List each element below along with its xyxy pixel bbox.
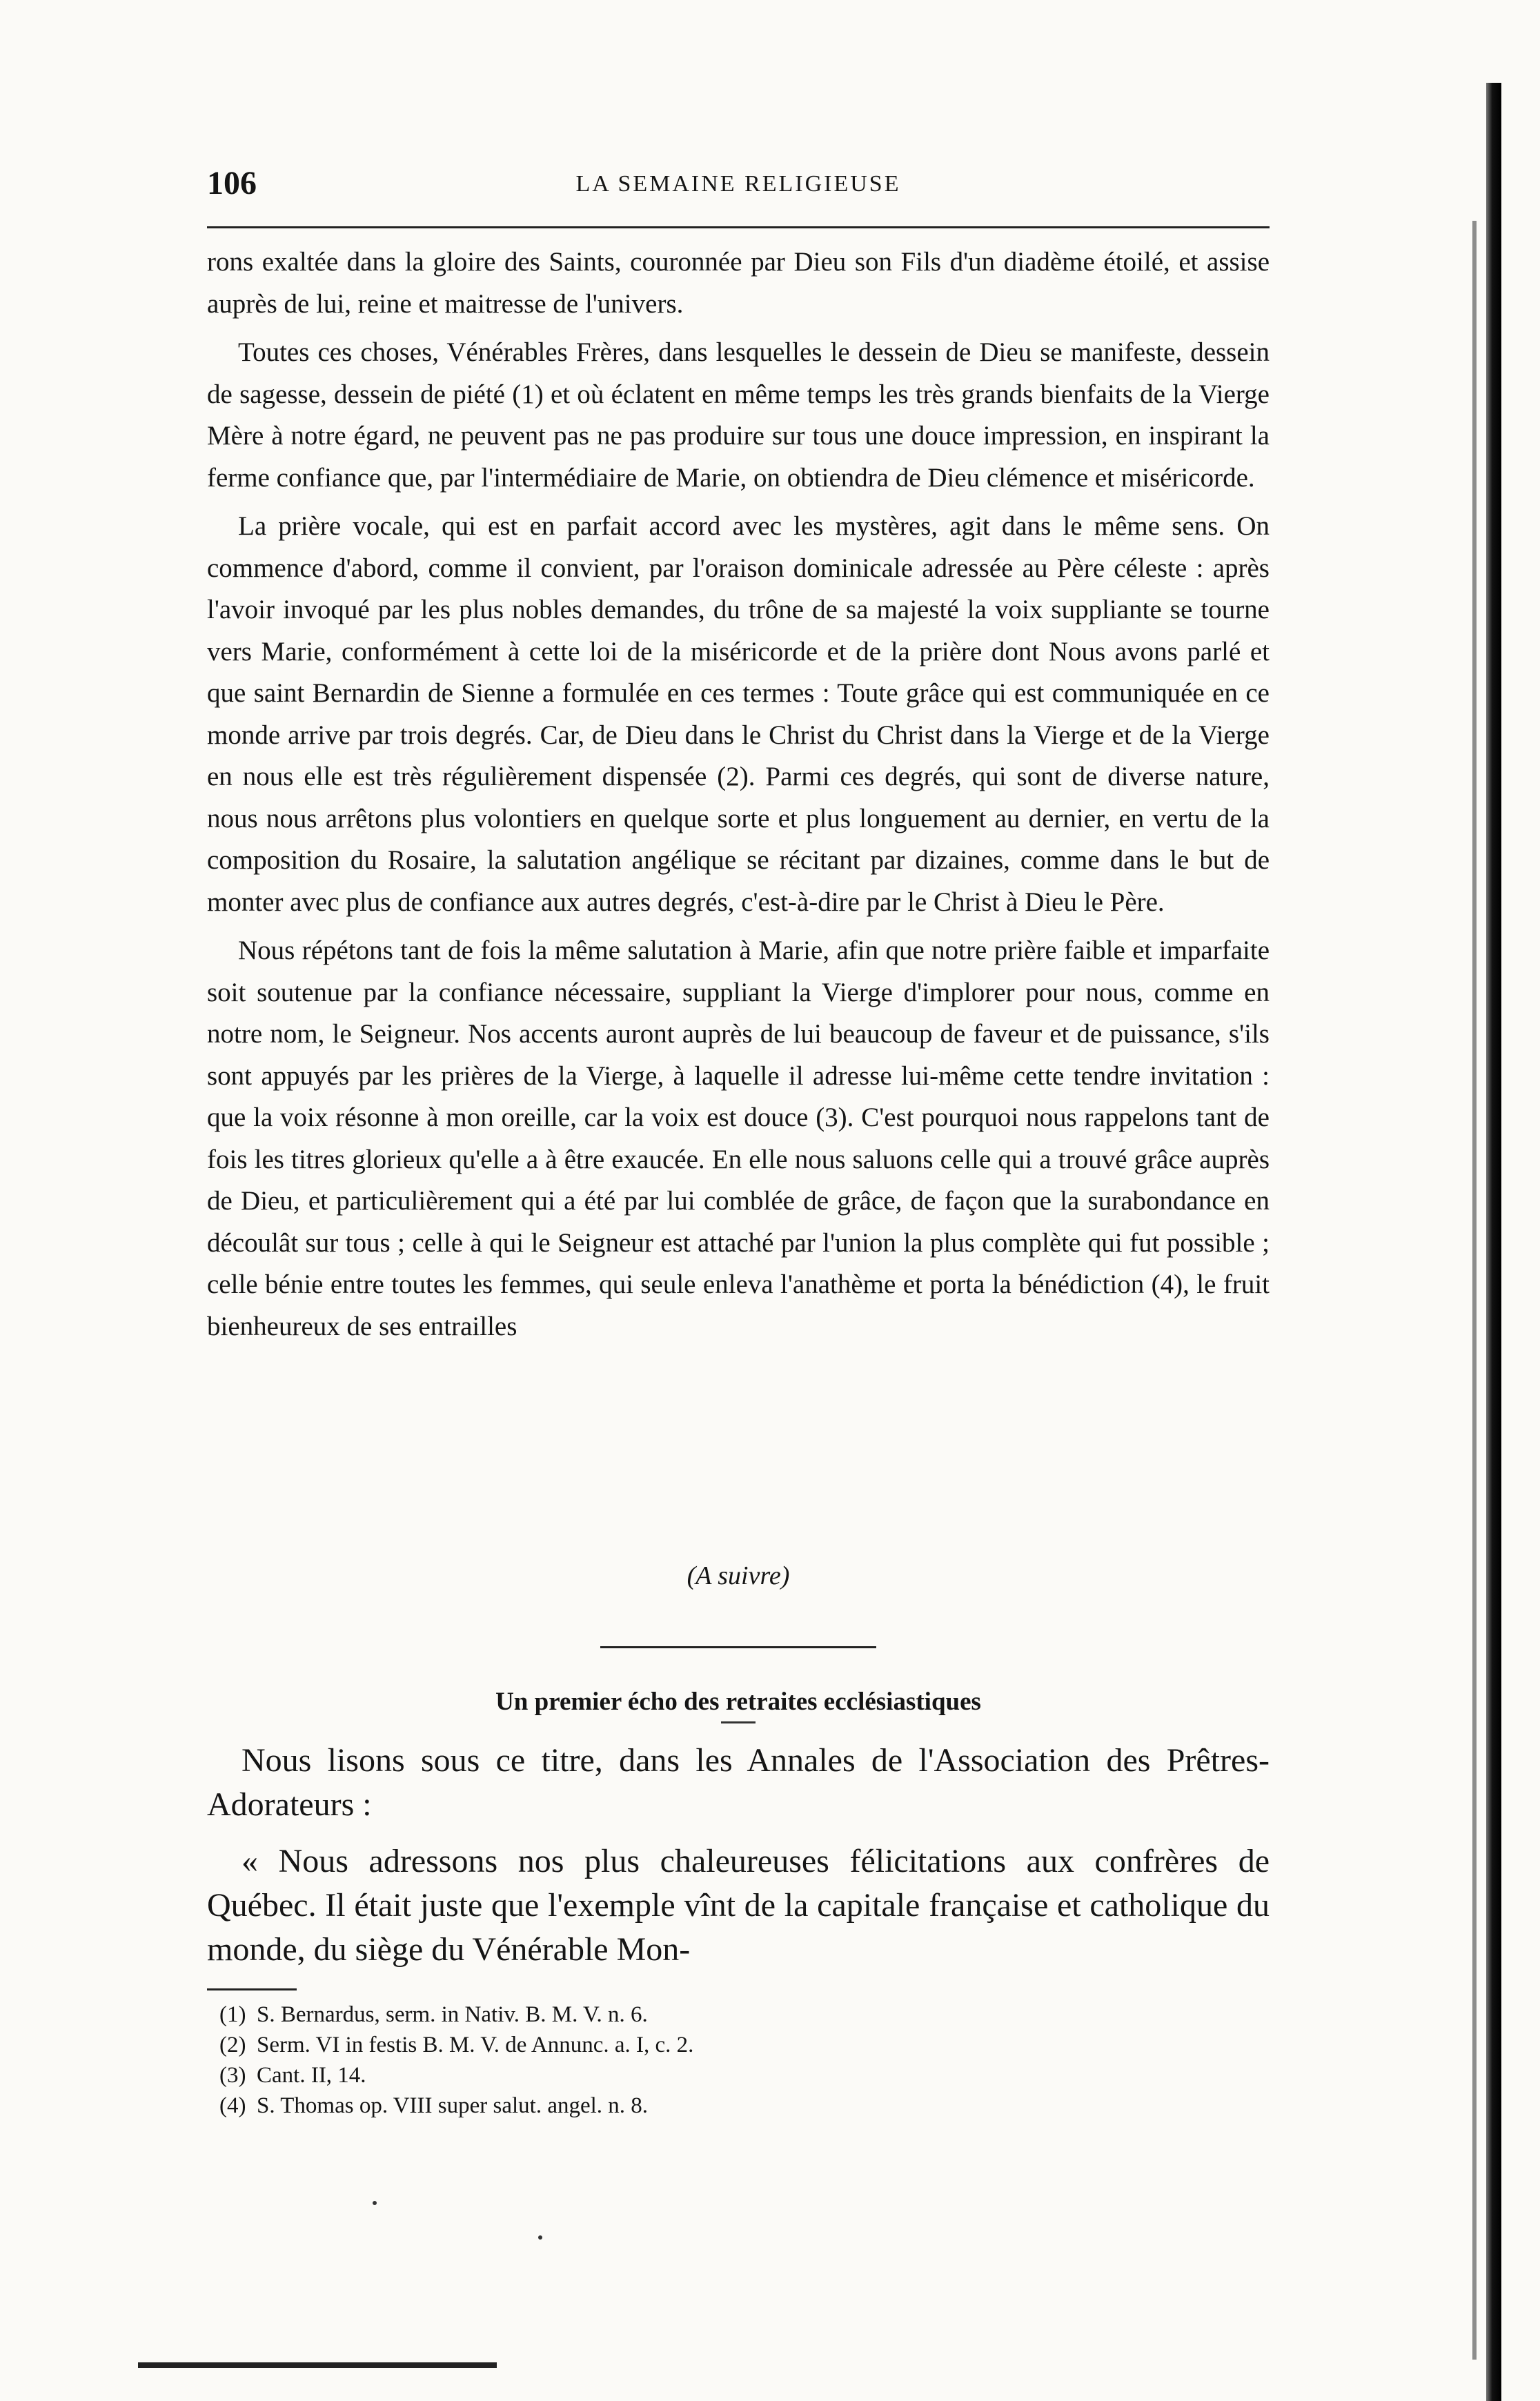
page-number: 106 xyxy=(207,165,257,201)
footnote-number: (2) xyxy=(219,2033,246,2057)
to-be-continued: (A suivre) xyxy=(687,1561,790,1590)
paragraph: rons exaltée dans la gloire des Saints, couronnée par Dieu son Fils d'un diadème étoilé, et assise auprès de lui, reine et maitresse de l'univers. xyxy=(207,247,1270,319)
running-title: LA SEMAINE RELIGIEUSE xyxy=(575,171,901,197)
footnote-text: S. Thomas op. VIII super salut. angel. n. 8. xyxy=(257,2093,649,2118)
page-spine-line xyxy=(1472,221,1477,2360)
section-divider xyxy=(600,1646,876,1648)
header-rule xyxy=(207,226,1270,228)
section-title: Un premier écho des retraites ecclésiastiques xyxy=(495,1688,981,1716)
footnote-text: Cant. II, 14. xyxy=(257,2063,366,2088)
main-article xyxy=(207,241,1270,1347)
footnote xyxy=(219,2060,1047,2091)
page-spine-shadow xyxy=(1486,83,1501,2401)
footnote-rule xyxy=(207,1988,297,1990)
section-body xyxy=(207,1739,1270,1972)
paragraph: La prière vocale, qui est en parfait accord avec les mystères, agit dans le même sens. On commence d'abord, comme il convient, par l'oraison dominicale adressée au Père céleste : après l'avoir invoqué par les plus nobles demandes, du trône de sa majesté la voix suppliante se tourne vers Marie, conformément à cette loi de la miséricorde et de la prière dont Nous avons parlé et que saint Bernardin de Sienne a formulée en ces termes : Toute grâce qui est communiquée en ce monde arrive par trois degrés. Car, de Dieu dans le Christ du Christ dans la Vierge et de la Vierge en nous elle est très régulièrement dispensée (2). Parmi ces degrés, qui sont de diverse nature, nous nous arrêtons plus volontiers en quelque sorte et plus longuement au dernier, en vertu de la composition du Rosaire, la salutation angélique se récitant par dizaines, comme dans le but de monter avec plus de confiance aux autres degrés, c'est-à-dire par le Christ à Dieu le Père. xyxy=(207,511,1270,917)
paragraph: Nous répétons tant de fois la même salutation à Marie, afin que notre prière faible et imparfaite soit soutenue par la confiance nécessaire, suppliant la Vierge d'implorer pour nous, comme en notre nom, le Seigneur. Nos accents auront auprès de lui beaucoup de faveur et de puissance, s'ils sont appuyés par les prières de la Vierge, à laquelle il adresse lui-même cette tendre invitation : que la voix résonne à mon oreille, car la voix est douce (3). C'est pourquoi nous rappelons tant de fois les titres glorieux qu'elle a à être exaucée. En elle nous saluons celle qui a trouvé grâce auprès de Dieu, et particulièrement qui a été par lui comblée de grâce, de façon que la surabondance en découlât sur tous ; celle à qui le Seigneur est attaché par l'union la plus complète qui fut possible ; celle bénie entre toutes les femmes, qui seule enleva l'anathème et porta la bénédiction (4), le fruit bienheureux de ses entrailles xyxy=(207,936,1270,1341)
paragraph: « Nous adressons nos plus chaleureuses félicitations aux confrères de Québec. Il était juste que l'exemple vînt de la capitale française et catholique du monde, du siège du Vénérable Mon- xyxy=(207,1843,1270,1968)
paragraph: Toutes ces choses, Vénérables Frères, dans lesquelles le dessein de Dieu se manifeste, dessein de sagesse, dessein de piété (1) et où éclatent en même temps les très grands bienfaits de la Vierge Mère à notre égard, ne peuvent pas ne pas produire sur tous une douce impression, en inspirant la ferme confiance que, par l'intermédiaire de Marie, on obtiendra de Dieu clémence et miséricorde. xyxy=(207,337,1270,493)
title-ornament xyxy=(721,1721,756,1723)
footnote-number: (3) xyxy=(219,2063,246,2088)
footnotes xyxy=(219,1999,1047,2121)
footnote xyxy=(219,1999,1047,2030)
page-header xyxy=(207,164,1270,206)
paragraph: Nous lisons sous ce titre, dans les Annales de l'Association des Prêtres-Adorateurs : xyxy=(207,1742,1270,1823)
footnote-text: S. Bernardus, serm. in Nativ. B. M. V. n. 6. xyxy=(257,2002,648,2027)
footnote-number: (1) xyxy=(219,2002,246,2027)
document-page xyxy=(207,0,1270,2395)
footnote-text: Serm. VI in festis B. M. V. de Annunc. a. I, c. 2. xyxy=(257,2033,694,2057)
footnote xyxy=(219,2030,1047,2060)
footnote-number: (4) xyxy=(219,2093,246,2118)
footnote xyxy=(219,2091,1047,2121)
